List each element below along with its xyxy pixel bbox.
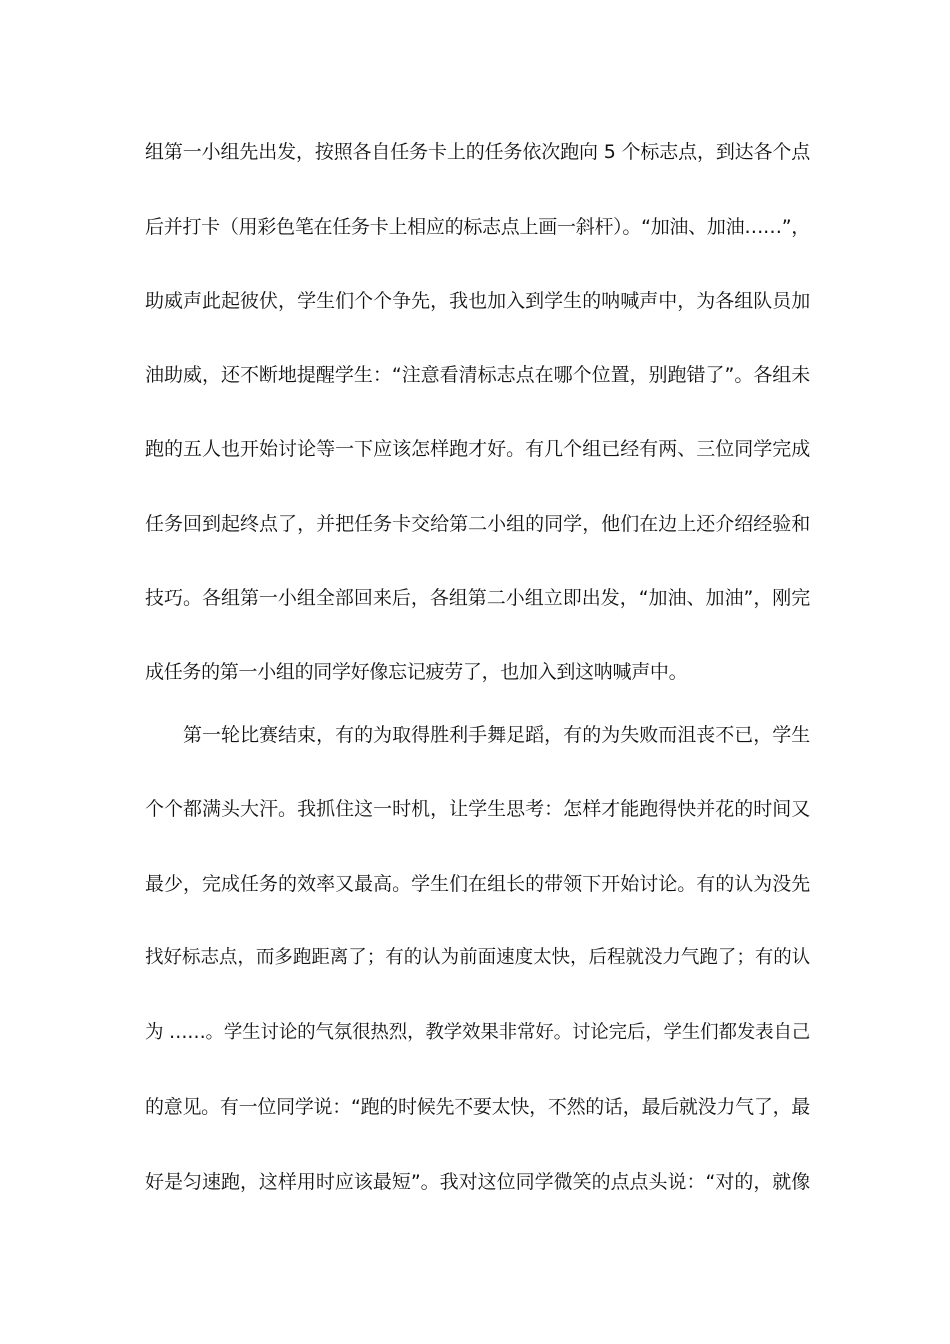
text-line: 为 ……。学生讨论的气氛很热烈，教学效果非常好。讨论完后，学生们都发表自己 (145, 1022, 810, 1043)
text-line: 第一轮比赛结束，有的为取得胜利手舞足蹈，有的为失败而沮丧不已，学生 (183, 724, 810, 746)
text-line: 最少，完成任务的效率又最高。学生们在组长的带领下开始讨论。有的认为没先 (145, 873, 810, 895)
text-line: 找好标志点，而多跑距离了；有的认为前面速度太快，后程就没力气跑了；有的认 (145, 947, 810, 968)
text-line: 助威声此起彼伏，学生们个个争先，我也加入到学生的呐喊声中，为各组队员加 (145, 290, 810, 312)
text-line: 的意见。有一位同学说：“跑的时候先不要太快，不然的话，最后就没力气了，最 (145, 1096, 810, 1118)
text-line: 跑的五人也开始讨论等一下应该怎样跑才好。有几个组已经有两、三位同学完成 (145, 438, 810, 460)
text-line: 组第一小组先出发，按照各自任务卡上的任务依次跑向 5 个标志点，到达各个点 (145, 141, 810, 163)
text-line: 个个都满头大汗。我抓住这一时机，让学生思考：怎样才能跑得快并花的时间又 (145, 798, 810, 820)
text-line: 好是匀速跑，这样用时应该最短”。我对这位同学微笑的点点头说：“对的，就像 (145, 1171, 810, 1193)
text-line: 后并打卡（用彩色笔在任务卡上相应的标志点上画一斜杆）。“加油、加油……”， (145, 216, 810, 238)
text-line: 油助威，还不断地提醒学生：“注意看清标志点在哪个位置，别跑错了”。各组未 (145, 364, 810, 386)
text-line: 成任务的第一小组的同学好像忘记疲劳了，也加入到这呐喊声中。 (145, 661, 688, 683)
text-line: 任务回到起终点了，并把任务卡交给第二小组的同学，他们在边上还介绍经验和 (145, 513, 810, 535)
text-line: 技巧。各组第一小组全部回来后，各组第二小组立即出发，“加油、加油”，刚完 (145, 587, 810, 609)
